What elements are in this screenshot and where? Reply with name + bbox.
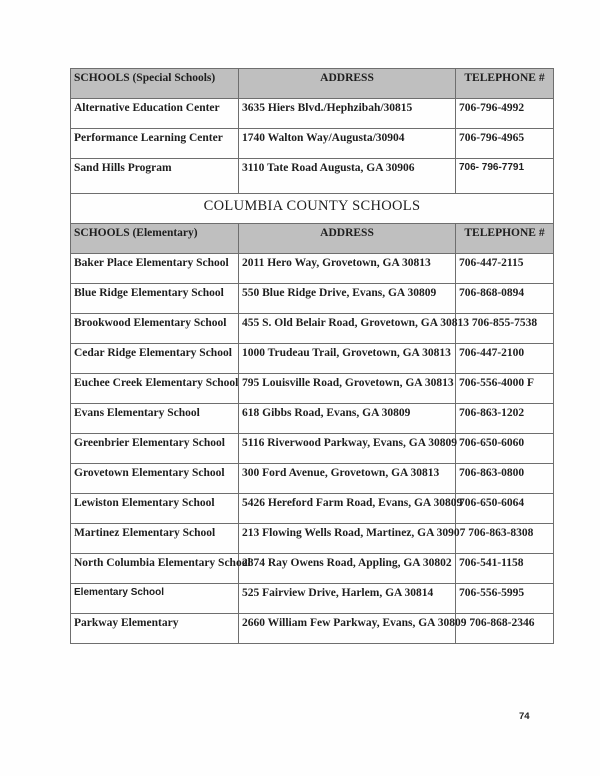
school-row <box>71 159 554 194</box>
page-number: 74 <box>519 711 530 722</box>
school-name-cell: Lewiston Elementary School <box>71 494 239 524</box>
telephone-cell: 706-447-2115 <box>456 254 554 284</box>
school-row <box>71 404 554 434</box>
school-row <box>71 284 554 314</box>
school-row <box>71 314 554 344</box>
telephone-cell: 706-868-0894 <box>456 284 554 314</box>
school-row <box>71 99 554 129</box>
address-cell: 550 Blue Ridge Drive, Evans, GA 30809 <box>239 284 456 314</box>
telephone-cell: 706-447-2100 <box>456 344 554 374</box>
school-row <box>71 554 554 584</box>
schools-directory-table <box>70 68 554 644</box>
address-cell: 795 Louisville Road, Grovetown, GA 30813 <box>239 374 456 404</box>
telephone-cell: 706-796-4992 <box>456 99 554 129</box>
section-title: COLUMBIA COUNTY SCHOOLS <box>71 194 554 224</box>
telephone-cell: 706-863-1202 <box>456 404 554 434</box>
address-cell: 1740 Walton Way/Augusta/30904 <box>239 129 456 159</box>
school-name-cell: Performance Learning Center <box>71 129 239 159</box>
telephone-cell: 706-556-4000 F <box>456 374 554 404</box>
address-cell: 455 S. Old Belair Road, Grovetown, GA 30813 706-855-7538 <box>239 314 456 344</box>
school-row <box>71 494 554 524</box>
school-name-cell: Euchee Creek Elementary School <box>71 374 239 404</box>
address-cell: 1000 Trudeau Trail, Grovetown, GA 30813 <box>239 344 456 374</box>
address-cell: 300 Ford Avenue, Grovetown, GA 30813 <box>239 464 456 494</box>
school-name-cell: Brookwood Elementary School <box>71 314 239 344</box>
address-cell: 2874 Ray Owens Road, Appling, GA 30802 <box>239 554 456 584</box>
school-row <box>71 344 554 374</box>
school-row <box>71 464 554 494</box>
school-name-cell: Parkway Elementary <box>71 614 239 644</box>
address-cell: 213 Flowing Wells Road, Martinez, GA 30907 706-863-8308 <box>239 524 456 554</box>
school-name-cell: Baker Place Elementary School <box>71 254 239 284</box>
telephone-column-header: TELEPHONE # <box>456 69 554 99</box>
table-header-row <box>71 69 554 99</box>
school-name-cell: Martinez Elementary School <box>71 524 239 554</box>
school-row <box>71 584 554 614</box>
school-name-cell: Sand Hills Program <box>71 159 239 194</box>
telephone-cell: 706-556-5995 <box>456 584 554 614</box>
school-row <box>71 434 554 464</box>
school-row <box>71 374 554 404</box>
school-name-cell: Evans Elementary School <box>71 404 239 434</box>
school-name-cell: North Columbia Elementary School <box>71 554 239 584</box>
table-header-row <box>71 224 554 254</box>
address-cell: 618 Gibbs Road, Evans, GA 30809 <box>239 404 456 434</box>
section-title-row <box>71 194 554 224</box>
telephone-cell: 706-650-6060 <box>456 434 554 464</box>
telephone-cell: 706- 796-7791 <box>456 159 554 194</box>
schools-table-body <box>71 69 554 644</box>
school-name-cell: Cedar Ridge Elementary School <box>71 344 239 374</box>
school-name-cell: Elementary School <box>71 584 239 614</box>
address-cell: 3635 Hiers Blvd./Hephzibah/30815 <box>239 99 456 129</box>
address-cell: 525 Fairview Drive, Harlem, GA 30814 <box>239 584 456 614</box>
address-column-header: ADDRESS <box>239 224 456 254</box>
telephone-column-header: TELEPHONE # <box>456 224 554 254</box>
address-cell: 5426 Hereford Farm Road, Evans, GA 30809 <box>239 494 456 524</box>
schools-column-header: SCHOOLS (Elementary) <box>71 224 239 254</box>
school-name-cell: Greenbrier Elementary School <box>71 434 239 464</box>
school-name-cell: Grovetown Elementary School <box>71 464 239 494</box>
address-cell: 2660 William Few Parkway, Evans, GA 30809 706-868-2346 <box>239 614 456 644</box>
telephone-cell: 706-863-0800 <box>456 464 554 494</box>
address-column-header: ADDRESS <box>239 69 456 99</box>
school-row <box>71 254 554 284</box>
address-cell: 3110 Tate Road Augusta, GA 30906 <box>239 159 456 194</box>
schools-column-header: SCHOOLS (Special Schools) <box>71 69 239 99</box>
school-name-cell: Blue Ridge Elementary School <box>71 284 239 314</box>
telephone-cell: 706-650-6064 <box>456 494 554 524</box>
address-cell: 5116 Riverwood Parkway, Evans, GA 30809 <box>239 434 456 464</box>
address-cell: 2011 Hero Way, Grovetown, GA 30813 <box>239 254 456 284</box>
telephone-cell: 706-541-1158 <box>456 554 554 584</box>
school-row <box>71 524 554 554</box>
school-row <box>71 614 554 644</box>
school-row <box>71 129 554 159</box>
school-name-cell: Alternative Education Center <box>71 99 239 129</box>
telephone-cell: 706-796-4965 <box>456 129 554 159</box>
